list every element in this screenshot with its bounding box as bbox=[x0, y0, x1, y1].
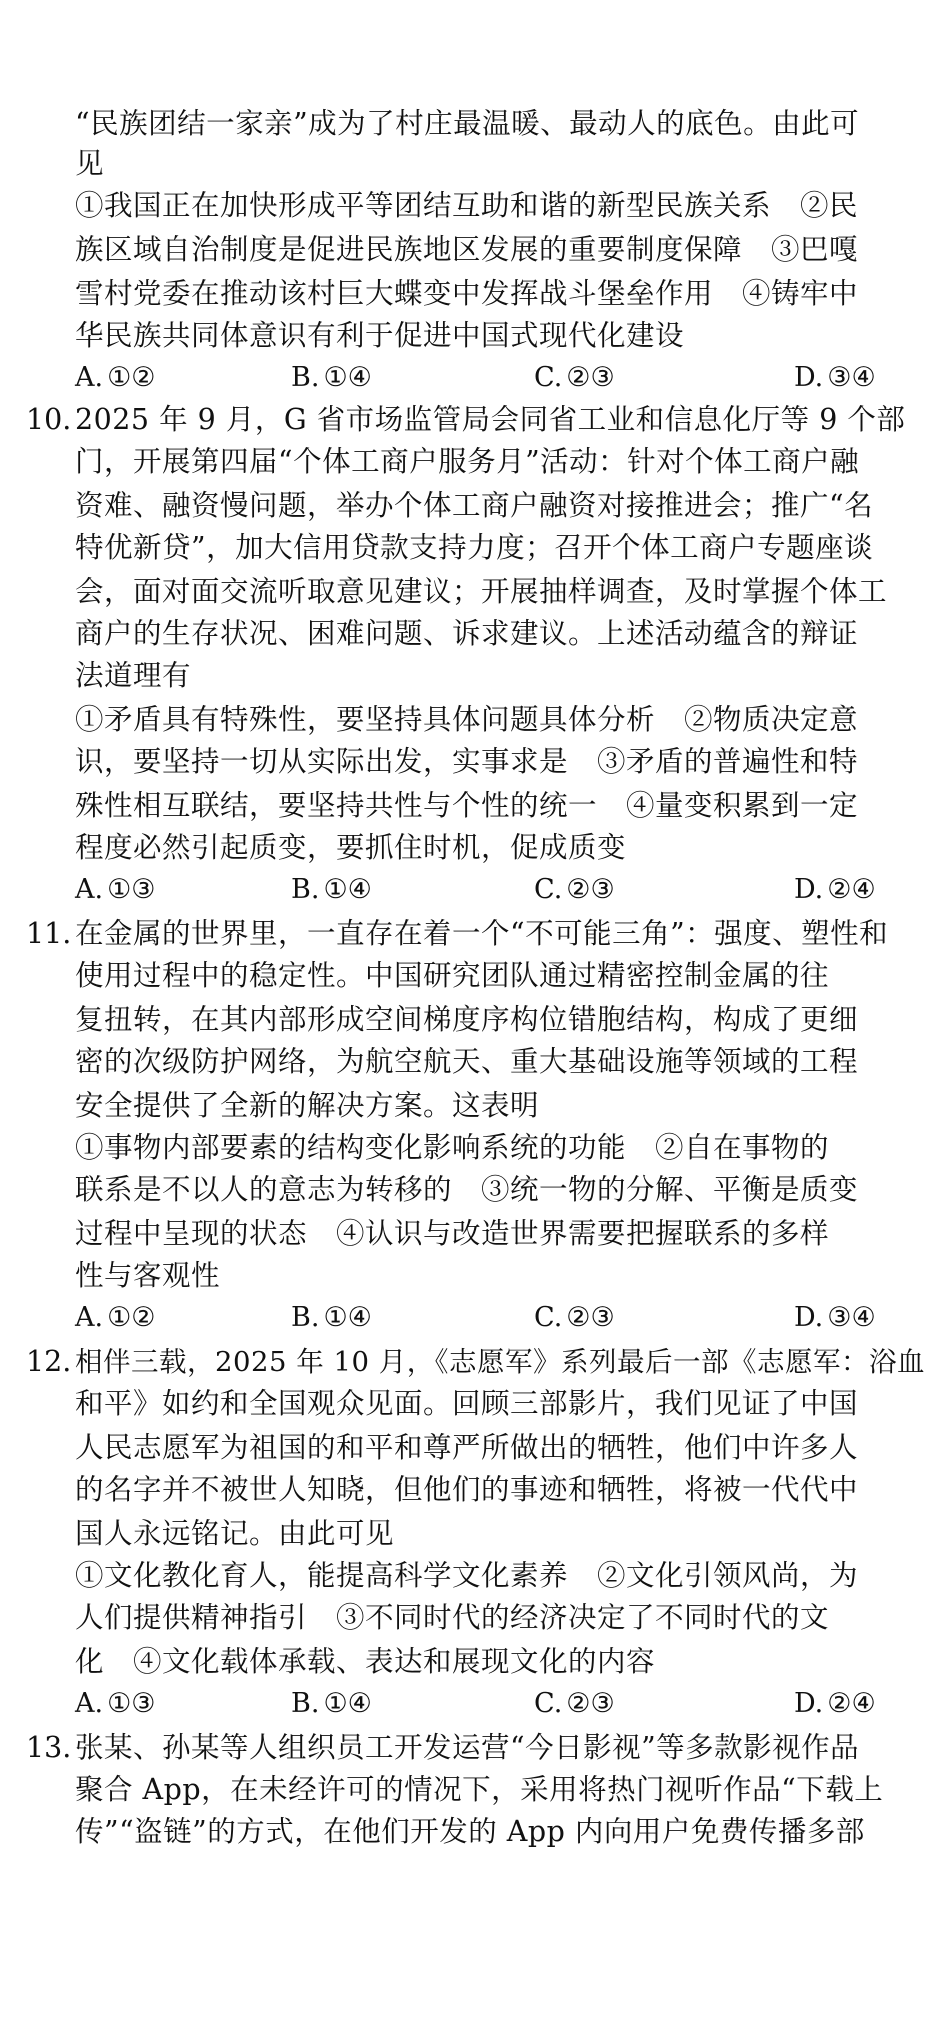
q13-line-3: 传”“盗链”的方式，在他们开发的 App 内向用户免费传播多部 bbox=[75, 1815, 865, 1848]
q10-option-line-3: 殊性相互联结，要坚持共性与个性的统一 ④量变积累到一定 bbox=[75, 789, 859, 822]
q9-option-line-4: 华民族共同体意识有利于促进中国式现代化建设 bbox=[75, 319, 685, 352]
q12-choice-d[interactable]: D. ②④ bbox=[794, 1688, 876, 1719]
q12-answer-choices bbox=[75, 1684, 935, 1724]
q12-choice-a[interactable]: A. ①③ bbox=[75, 1688, 156, 1719]
q10-option-line-1: ①矛盾具有特殊性，要坚持具体问题具体分析 ②物质决定意 bbox=[75, 703, 859, 736]
q9-line-2: 见 bbox=[75, 147, 105, 180]
q10-choice-d[interactable]: D. ②④ bbox=[794, 874, 876, 905]
q12-line-5: 国人永远铭记。由此可见 bbox=[75, 1517, 395, 1550]
q11-option-line-2: 联系是不以人的意志为转移的 ③统一物的分解、平衡是质变 bbox=[75, 1173, 859, 1206]
q13-line-2: 聚合 App，在未经许可的情况下，采用将热门视听作品“下载上 bbox=[75, 1773, 884, 1806]
q10-line-4: 特优新贷”，加大信用贷款支持力度；召开个体工商户专题座谈 bbox=[75, 531, 874, 564]
q9-option-line-2: 族区域自治制度是促进民族地区发展的重要制度保障 ③巴嘎 bbox=[75, 233, 859, 266]
q12-line-3: 人民志愿军为祖国的和平和尊严所做出的牺牲，他们中许多人 bbox=[75, 1431, 859, 1464]
q13-line-1: 张某、孙某等人组织员工开发运营“今日影视”等多款影视作品 bbox=[75, 1731, 860, 1764]
q11-choice-a[interactable]: A. ①② bbox=[75, 1302, 156, 1333]
q11-choice-d[interactable]: D. ③④ bbox=[794, 1302, 876, 1333]
q12-option-line-1: ①文化教化育人，能提高科学文化素养 ②文化引领风尚，为 bbox=[75, 1559, 859, 1592]
q11-choice-b[interactable]: B. ①④ bbox=[291, 1302, 372, 1333]
q12-option-line-3: 化 ④文化载体承载、表达和展现文化的内容 bbox=[75, 1645, 656, 1678]
q12-choice-b[interactable]: B. ①④ bbox=[291, 1688, 372, 1719]
q10-choice-c[interactable]: C. ②③ bbox=[534, 874, 615, 905]
q10-number: 10. bbox=[26, 403, 72, 436]
q9-choice-d[interactable]: D. ③④ bbox=[794, 362, 876, 393]
q12-number: 12. bbox=[26, 1345, 72, 1378]
q9-choice-b[interactable]: B. ①④ bbox=[291, 362, 372, 393]
q10-choice-a[interactable]: A. ①③ bbox=[75, 874, 156, 905]
q12-option-line-2: 人们提供精神指引 ③不同时代的经济决定了不同时代的文 bbox=[75, 1601, 830, 1634]
q10-line-6: 商户的生存状况、困难问题、诉求建议。上述活动蕴含的辩证 bbox=[75, 617, 859, 650]
q10-choice-b[interactable]: B. ①④ bbox=[291, 874, 372, 905]
q9-option-line-1: ①我国正在加快形成平等团结互助和谐的新型民族关系 ②民 bbox=[75, 189, 859, 222]
q10-line-7: 法道理有 bbox=[75, 659, 192, 692]
q11-option-line-1: ①事物内部要素的结构变化影响系统的功能 ②自在事物的 bbox=[75, 1131, 830, 1164]
q12-line-2: 和平》如约和全国观众见面。回顾三部影片，我们见证了中国 bbox=[75, 1387, 859, 1420]
q11-line-1: 在金属的世界里，一直存在着一个“不可能三角”：强度、塑性和 bbox=[75, 917, 889, 950]
q12-line-1: 相伴三载，2025 年 10 月，《志愿军》系列最后一部《志愿军：浴血 bbox=[75, 1346, 925, 1378]
q11-line-3: 复扭转，在其内部形成空间梯度序构位错胞结构，构成了更细 bbox=[75, 1003, 859, 1036]
q11-line-5: 安全提供了全新的解决方案。这表明 bbox=[75, 1089, 540, 1122]
q10-option-line-2: 识，要坚持一切从实际出发，实事求是 ③矛盾的普遍性和特 bbox=[75, 745, 859, 778]
q9-choice-c[interactable]: C. ②③ bbox=[534, 362, 615, 393]
q11-option-line-4: 性与客观性 bbox=[75, 1259, 221, 1292]
q9-line-1: “民族团结一家亲”成为了村庄最温暖、最动人的底色。由此可 bbox=[75, 107, 860, 140]
q11-number: 11. bbox=[26, 917, 72, 950]
q9-choice-a[interactable]: A. ①② bbox=[75, 362, 156, 393]
q10-option-line-4: 程度必然引起质变，要抓住时机，促成质变 bbox=[75, 831, 627, 864]
q10-line-3: 资难、融资慢问题，举办个体工商户融资对接推进会；推广“名 bbox=[75, 489, 874, 522]
q9-option-line-3: 雪村党委在推动该村巨大蝶变中发挥战斗堡垒作用 ④铸牢中 bbox=[75, 277, 859, 310]
q11-choice-c[interactable]: C. ②③ bbox=[534, 1302, 615, 1333]
q11-answer-choices bbox=[75, 1298, 935, 1338]
q12-line-4: 的名字并不被世人知晓，但他们的事迹和牺牲，将被一代代中 bbox=[75, 1473, 859, 1506]
q10-line-1: 2025 年 9 月，G 省市场监管局会同省工业和信息化厅等 9 个部 bbox=[75, 403, 906, 436]
q11-option-line-3: 过程中呈现的状态 ④认识与改造世界需要把握联系的多样 bbox=[75, 1217, 830, 1250]
q9-answer-choices bbox=[75, 358, 935, 398]
q10-line-5: 会，面对面交流听取意见建议；开展抽样调查，及时掌握个体工 bbox=[75, 575, 888, 608]
q11-line-2: 使用过程中的稳定性。中国研究团队通过精密控制金属的往 bbox=[75, 959, 830, 992]
q11-line-4: 密的次级防护网络，为航空航天、重大基础设施等领域的工程 bbox=[75, 1045, 859, 1078]
q12-choice-c[interactable]: C. ②③ bbox=[534, 1688, 615, 1719]
q10-answer-choices bbox=[75, 870, 935, 910]
q13-number: 13. bbox=[26, 1731, 72, 1764]
q10-line-2: 门，开展第四届“个体工商户服务月”活动：针对个体工商户融 bbox=[75, 445, 860, 478]
